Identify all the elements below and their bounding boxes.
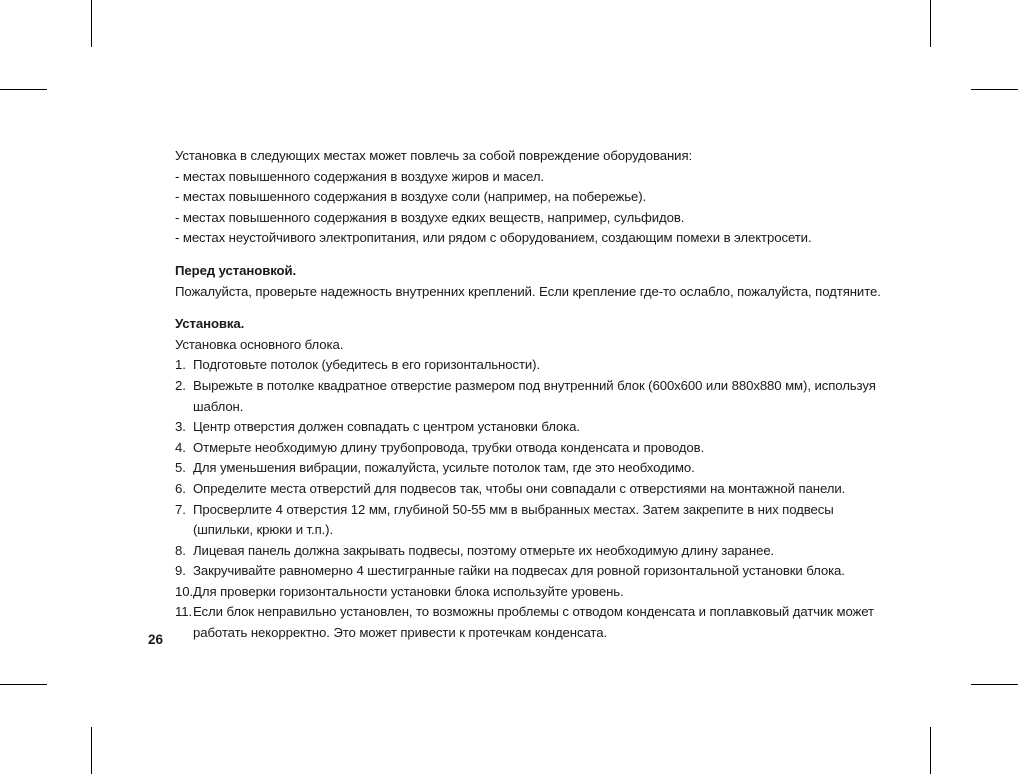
step-number: 3. <box>175 419 186 435</box>
install-steps <box>175 355 895 643</box>
crop-mark <box>971 684 1018 685</box>
step-number: 11. <box>175 604 193 620</box>
document-body <box>175 146 895 644</box>
step-text: Для проверки горизонтальности установки блока используйте уровень. <box>193 583 624 599</box>
step-number: 2. <box>175 377 186 393</box>
step-number: 4. <box>175 439 186 455</box>
list-item <box>175 438 895 459</box>
page-number: 26 <box>148 632 164 647</box>
install-section <box>175 314 895 644</box>
step-number: 8. <box>175 542 186 558</box>
crop-mark <box>91 727 92 774</box>
install-subheading: Установка основного блока. <box>175 336 344 352</box>
step-text: Центр отверстия должен совпадать с центром установки блока. <box>193 419 580 435</box>
warning-intro: Установка в следующих местах может повлечь за собой повреждение оборудования: <box>175 148 693 163</box>
step-text: Вырежьте в потолке квадратное отверстие размером под внутренний блок (600x600 или 880x880 мм), используя шаблон. <box>193 377 876 414</box>
list-item <box>175 561 895 582</box>
list-item <box>175 479 895 500</box>
step-text: Лицевая панель должна закрывать подвесы, поэтому отмерьте их необходимую длину заранее. <box>193 542 775 558</box>
warning-section <box>175 146 895 249</box>
step-text: Для уменьшения вибрации, пожалуйста, усильте потолок там, где это необходимо. <box>193 460 695 476</box>
before-install-text: Пожалуйста, проверьте надежность внутренних креплений. Если крепление где-то ослабло, пожалуйста, подтяните. <box>175 283 881 299</box>
crop-mark <box>971 89 1018 90</box>
warning-item: - местах повышенного содержания в воздухе жиров и масел. <box>175 168 544 184</box>
before-install-section <box>175 261 895 302</box>
before-install-heading: Перед установкой. <box>175 262 297 278</box>
list-item <box>175 458 895 479</box>
crop-mark <box>0 89 47 90</box>
list-item <box>175 541 895 562</box>
step-number: 5. <box>175 460 186 476</box>
step-number: 7. <box>175 501 186 517</box>
step-number: 9. <box>175 563 186 579</box>
step-text: Определите места отверстий для подвесов так, чтобы они совпадали с отверстиями на монтажной панели. <box>193 480 846 496</box>
crop-mark <box>0 684 47 685</box>
crop-mark <box>930 727 931 774</box>
step-text: Подготовьте потолок (убедитесь в его горизонтальности). <box>193 357 541 373</box>
list-item <box>175 500 895 541</box>
crop-mark <box>91 0 92 47</box>
list-item <box>175 417 895 438</box>
warning-item: - местах повышенного содержания в воздухе соли (например, на побережье). <box>175 189 647 205</box>
list-item <box>175 602 895 643</box>
warning-item: - местах повышенного содержания в воздухе едких веществ, например, сульфидов. <box>175 209 685 225</box>
step-text: Закручивайте равномерно 4 шестигранные гайки на подвесах для ровной горизонтальной установки блока. <box>193 563 845 579</box>
warning-item: - местах неустойчивого электропитания, или рядом с оборудованием, создающим помехи в электросети. <box>175 230 812 246</box>
crop-mark <box>930 0 931 47</box>
step-number: 10. <box>175 583 194 599</box>
list-item <box>175 582 895 603</box>
step-number: 6. <box>175 480 186 496</box>
step-number: 1. <box>175 357 186 373</box>
step-text: Отмерьте необходимую длину трубопровода, трубки отвода конденсата и проводов. <box>193 439 705 455</box>
install-heading: Установка. <box>175 316 245 332</box>
list-item <box>175 376 895 417</box>
step-text: Если блок неправильно установлен, то возможны проблемы с отводом конденсата и поплавковый датчик может работать некорректно. Это может привести к протечкам конденсата. <box>193 604 874 641</box>
step-text: Просверлите 4 отверстия 12 мм, глубиной 50-55 мм в выбранных местах. Затем закрепите в них подвесы (шпильки, крюки и т.п.). <box>193 501 834 538</box>
list-item <box>175 355 895 376</box>
